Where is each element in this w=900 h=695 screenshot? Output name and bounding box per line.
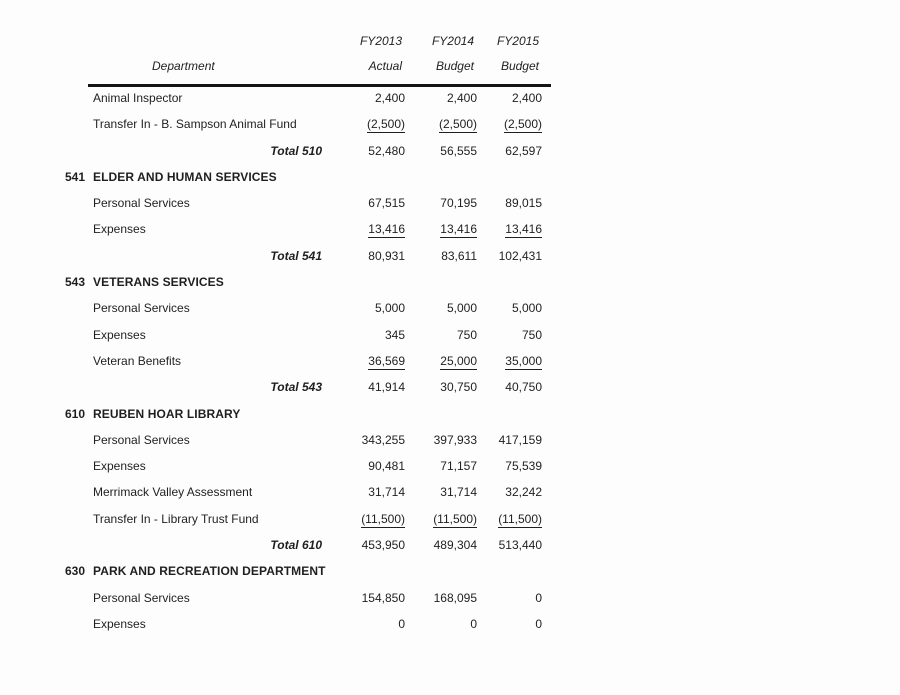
value-fy2015-budget: 5,000 — [511, 301, 542, 316]
item-label: Personal Services — [93, 432, 190, 447]
section-header-row — [65, 275, 543, 301]
value-fy2015-budget: 62,597 — [505, 143, 542, 158]
item-label: Personal Services — [93, 196, 190, 211]
header-rule — [88, 84, 551, 87]
header-spacer — [65, 35, 93, 48]
section-code — [65, 302, 93, 327]
value-fy2013-actual: 343,255 — [361, 432, 405, 447]
section-code: 543 — [65, 275, 86, 290]
value-fy2013-actual: 5,000 — [374, 301, 405, 316]
section-code — [65, 118, 93, 143]
item-label: Expenses — [93, 459, 146, 474]
total-label: Total 543 — [270, 380, 322, 395]
line-item-row — [65, 301, 543, 327]
section-code — [65, 618, 93, 643]
value-fy2015-budget: 13,416 — [505, 222, 542, 237]
section-title: ELDER AND HUMAN SERVICES — [93, 169, 277, 184]
section-title: PARK AND RECREATION DEPARTMENT — [93, 564, 326, 579]
col-header-department: Department — [152, 59, 215, 73]
line-item-row — [65, 485, 543, 511]
value-fy2014-budget: 25,000 — [440, 353, 477, 368]
item-label: Merrimack Valley Assessment — [93, 485, 253, 500]
section-title: VETERANS SERVICES — [93, 275, 224, 290]
line-item-row — [65, 459, 543, 485]
value-fy2014-budget: 2,400 — [446, 91, 477, 105]
total-label: Total 510 — [270, 143, 322, 158]
value-fy2013-actual: 36,569 — [368, 353, 405, 368]
value-fy2014-budget: 70,195 — [440, 196, 477, 211]
col-header-budget-fy2014: Budget — [435, 59, 474, 73]
total-row — [65, 538, 543, 564]
value-fy2013-actual: 13,416 — [368, 222, 405, 237]
item-label: Expenses — [93, 616, 146, 631]
item-label: Personal Services — [93, 590, 190, 605]
line-item-row — [65, 196, 543, 222]
total-row — [65, 144, 543, 170]
section-code — [65, 223, 93, 248]
value-fy2014-budget: (11,500) — [433, 511, 477, 526]
section-code: 610 — [65, 406, 86, 421]
section-header-row — [65, 564, 543, 590]
value-fy2015-budget: (2,500) — [503, 117, 542, 132]
section-code — [65, 355, 93, 380]
section-code — [65, 460, 93, 485]
value-fy2014-budget: 489,304 — [433, 538, 477, 553]
section-header-row — [65, 407, 543, 433]
value-fy2014-budget: 750 — [456, 327, 477, 342]
value-fy2013-actual: 31,714 — [368, 485, 405, 500]
value-fy2013-actual: (11,500) — [361, 511, 405, 526]
line-item-row — [65, 328, 543, 354]
total-row — [65, 380, 543, 406]
section-code — [65, 92, 93, 117]
item-label: Expenses — [93, 222, 146, 237]
line-item-row — [65, 512, 543, 538]
budget-table-rows — [65, 91, 543, 643]
section-code — [65, 329, 93, 354]
item-label: Expenses — [93, 327, 146, 342]
value-fy2014-budget: 5,000 — [446, 301, 477, 316]
value-fy2013-actual: (2,500) — [366, 117, 405, 132]
col-header-budget-fy2015: Budget — [500, 59, 539, 73]
value-fy2013-actual: 52,480 — [368, 143, 405, 158]
value-fy2015-budget: 417,159 — [498, 432, 542, 447]
value-fy2014-budget: 168,095 — [433, 590, 477, 605]
section-code — [65, 539, 93, 564]
line-item-row — [65, 354, 543, 380]
value-fy2014-budget: 0 — [470, 616, 477, 631]
section-code — [65, 197, 93, 222]
value-fy2013-actual: 80,931 — [368, 248, 405, 263]
value-fy2013-actual: 67,515 — [368, 196, 405, 211]
value-fy2015-budget: 40,750 — [505, 380, 542, 395]
section-code — [65, 250, 93, 275]
value-fy2015-budget: 75,539 — [505, 459, 542, 474]
value-fy2015-budget: (11,500) — [498, 511, 542, 526]
line-item-row — [65, 433, 543, 459]
table-header-fiscal-years — [65, 35, 543, 48]
section-code — [65, 486, 93, 511]
value-fy2013-actual: 154,850 — [361, 590, 405, 605]
value-fy2014-budget: 13,416 — [440, 222, 477, 237]
line-item-row — [65, 591, 543, 617]
value-fy2013-actual: 41,914 — [368, 380, 405, 395]
col-header-fy2015: FY2015 — [496, 34, 539, 48]
value-fy2015-budget: 0 — [535, 616, 542, 631]
section-code — [65, 145, 93, 170]
value-fy2014-budget: 56,555 — [440, 143, 477, 158]
item-label: Veteran Benefits — [93, 353, 182, 368]
value-fy2015-budget: 2,400 — [511, 91, 542, 105]
value-fy2013-actual: 0 — [398, 616, 405, 631]
value-fy2013-actual: 345 — [384, 327, 405, 342]
value-fy2015-budget: 513,440 — [498, 538, 542, 553]
value-fy2014-budget: (2,500) — [438, 117, 477, 132]
value-fy2014-budget: 31,714 — [440, 485, 477, 500]
section-code — [65, 513, 93, 538]
value-fy2014-budget: 30,750 — [440, 380, 477, 395]
item-label: Transfer In - B. Sampson Animal Fund — [93, 117, 297, 132]
section-code: 630 — [65, 564, 86, 579]
section-title: REUBEN HOAR LIBRARY — [93, 406, 241, 421]
value-fy2015-budget: 0 — [535, 590, 542, 605]
value-fy2014-budget: 71,157 — [440, 459, 477, 474]
line-item-row — [65, 222, 543, 248]
header-spacer — [93, 35, 322, 48]
section-code: 541 — [65, 169, 86, 184]
value-fy2015-budget: 89,015 — [505, 196, 542, 211]
line-item-row — [65, 617, 543, 643]
value-fy2015-budget: 750 — [521, 327, 542, 342]
col-header-actual: Actual — [368, 59, 402, 73]
line-item-row — [65, 91, 543, 117]
section-code — [65, 434, 93, 459]
total-row — [65, 249, 543, 275]
value-fy2014-budget: 83,611 — [441, 248, 477, 263]
value-fy2015-budget: 32,242 — [505, 485, 542, 500]
section-code — [65, 381, 93, 406]
value-fy2015-budget: 35,000 — [505, 353, 542, 368]
item-label: Animal Inspector — [93, 91, 183, 105]
col-header-fy2013: FY2013 — [359, 34, 402, 48]
table-header-labels — [65, 60, 543, 73]
header-spacer — [65, 60, 93, 73]
item-label: Transfer In - Library Trust Fund — [93, 511, 259, 526]
value-fy2013-actual: 2,400 — [374, 91, 405, 105]
line-item-row — [65, 117, 543, 143]
value-fy2013-actual: 453,950 — [361, 538, 405, 553]
col-header-fy2014: FY2014 — [431, 34, 474, 48]
value-fy2015-budget: 102,431 — [498, 248, 542, 263]
value-fy2014-budget: 397,933 — [433, 432, 477, 447]
total-label: Total 541 — [270, 248, 322, 263]
value-fy2013-actual: 90,481 — [368, 459, 405, 474]
item-label: Personal Services — [93, 301, 190, 316]
total-label: Total 610 — [270, 538, 322, 553]
section-header-row — [65, 170, 543, 196]
section-code — [65, 592, 93, 617]
